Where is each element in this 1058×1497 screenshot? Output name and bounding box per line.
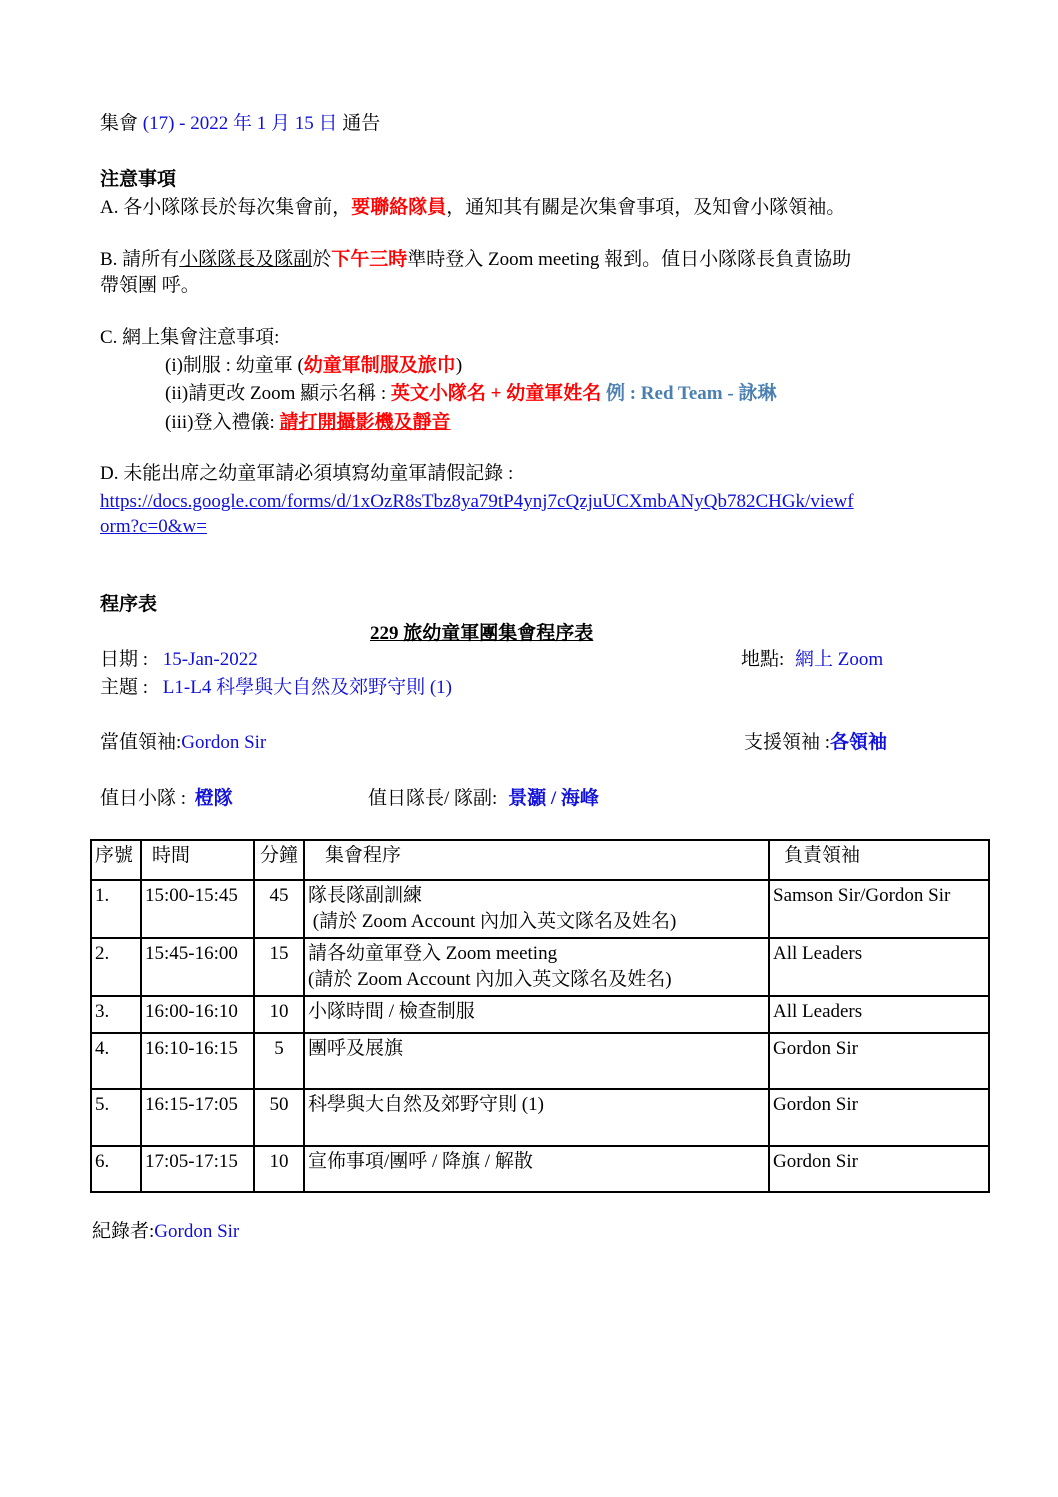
row-minutes: 10 (254, 1146, 304, 1192)
row-programme: 團呼及展旗 (304, 1033, 769, 1089)
header-minutes: 分鐘 (254, 840, 304, 880)
row-time: 17:05-17:15 (141, 1146, 254, 1192)
header-no: 序號 (91, 840, 141, 880)
notice-month-unit: 月 (271, 113, 291, 134)
date-label: 日期 : (100, 649, 149, 670)
row-programme (304, 938, 769, 996)
notice-title (100, 112, 380, 136)
theme-label: 主題 : (100, 677, 149, 698)
row-no: 5. (91, 1089, 141, 1146)
duty-leader-value: Gordon Sir (181, 732, 267, 753)
note-c-heading: C. 網上集會注意事項: (100, 327, 280, 348)
support-label: 支援領袖 : (744, 732, 831, 753)
note-c2-example: 例 : Red Team - 詠琳 (601, 383, 777, 404)
duty-pl-value: 景灝 / 海峰 (508, 788, 599, 809)
duty-leader-label: 當值領袖: (100, 732, 182, 753)
note-c2 (165, 382, 776, 406)
row-programme-line1: 隊長隊副訓練 (308, 885, 423, 906)
row-programme: 小隊時間 / 檢查制服 (304, 996, 769, 1033)
venue-label: 地點: (741, 649, 785, 670)
note-a-red: 要聯絡隊員 (351, 197, 447, 218)
theme-value: L1-L4 科學與大自然及郊野守則 (1) (162, 677, 452, 698)
row-minutes: 5 (254, 1033, 304, 1089)
notice-year: 2022 (190, 113, 229, 134)
header-time: 時間 (141, 840, 254, 880)
leave-form-link-cont[interactable] (100, 515, 207, 539)
row-programme: 科學與大自然及郊野守則 (1) (304, 1089, 769, 1146)
date-value: 15-Jan-2022 (162, 649, 258, 670)
notes-heading: 注意事項 (100, 169, 177, 190)
schedule-heading: 程序表 (100, 594, 158, 615)
note-a-post: ，通知其有關是次集會事項，及知會小隊領袖。 (446, 197, 846, 218)
note-a (100, 196, 845, 220)
programme-table (90, 839, 990, 1193)
schedule-title: 229 旅幼童軍團集會程序表 (370, 623, 594, 644)
note-c1-post: ) (455, 355, 463, 376)
notice-month: 1 (256, 113, 267, 134)
row-leader: Gordon Sir (769, 1146, 989, 1192)
row-time: 15:45-16:00 (141, 938, 254, 996)
note-b-pre: B. 請所有 (100, 249, 180, 270)
row-no: 1. (91, 880, 141, 938)
support-row (744, 731, 887, 755)
row-minutes: 50 (254, 1089, 304, 1146)
duty-pl-label: 值日隊長/ 隊副: (368, 788, 498, 809)
row-minutes: 10 (254, 996, 304, 1033)
duty-pl-row (368, 787, 599, 811)
note-c1-red: 幼童軍制服及旅巾 (303, 355, 456, 376)
note-c3 (165, 411, 451, 435)
recorder-row (92, 1220, 239, 1244)
note-b-red: 下午三時 (331, 249, 408, 270)
leave-form-link[interactable] (100, 490, 854, 514)
row-programme-line1: 請各幼童軍登入 Zoom meeting (308, 943, 558, 964)
row-minutes: 45 (254, 880, 304, 938)
row-programme-line2: (請於 Zoom Account 內加入英文隊名及姓名) (308, 911, 677, 932)
support-value: 各領袖 (830, 732, 888, 753)
row-no: 3. (91, 996, 141, 1033)
note-c1 (165, 354, 462, 378)
recorder-value: Gordon Sir (154, 1221, 240, 1242)
recorder-label: 紀錄者: (92, 1221, 155, 1242)
note-b-underline: 小隊隊長及隊副 (179, 249, 313, 270)
note-d: D. 未能出席之幼童軍請必須填寫幼童軍請假記錄 : (100, 463, 514, 484)
notice-day: 15 (294, 113, 314, 134)
row-leader: Samson Sir/Gordon Sir (769, 880, 989, 938)
note-b-mid: 於 (312, 249, 332, 270)
row-time: 15:00-15:45 (141, 880, 254, 938)
table-row (91, 1146, 989, 1192)
note-c3-red: 請打開攝影機及靜音 (279, 412, 451, 433)
theme-row (100, 676, 452, 700)
row-time: 16:00-16:10 (141, 996, 254, 1033)
row-no: 2. (91, 938, 141, 996)
row-leader: All Leaders (769, 938, 989, 996)
venue-value: 網上 Zoom (795, 649, 884, 670)
table-row (91, 996, 989, 1033)
row-programme-line2: (請於 Zoom Account 內加入英文隊名及姓名) (308, 969, 672, 990)
notice-prefix: 集會 (100, 113, 139, 134)
row-time: 16:10-16:15 (141, 1033, 254, 1089)
row-no: 4. (91, 1033, 141, 1089)
note-c2-red: 英文小隊名 + 幼童軍姓名 (390, 383, 602, 404)
table-row (91, 880, 989, 938)
row-leader: All Leaders (769, 996, 989, 1033)
header-programme: 集會程序 (304, 840, 769, 880)
leave-form-link-line2[interactable]: orm?c=0&w= (100, 516, 207, 537)
row-leader: Gordon Sir (769, 1089, 989, 1146)
note-b (100, 248, 851, 272)
notice-number: (17) - (142, 113, 186, 134)
note-b-line2: 帶領團 呼。 (100, 275, 200, 296)
note-a-pre: A. 各小隊隊長於每次集會前， (100, 197, 352, 218)
leave-form-link-line1[interactable]: https://docs.google.com/forms/d/1xOzR8sTbz8ya79tP4ynj7cQzjuUCXmbANyQb782CHGk/viewf (100, 491, 854, 512)
row-programme: 宣佈事項/團呼 / 降旗 / 解散 (304, 1146, 769, 1192)
row-minutes: 15 (254, 938, 304, 996)
date-row (100, 648, 258, 672)
duty-leader-row (100, 731, 266, 755)
duty-patrol-label: 值日小隊 : (100, 788, 187, 809)
table-row (91, 938, 989, 996)
table-row (91, 1033, 989, 1089)
notice-year-unit: 年 (233, 113, 253, 134)
note-c3-pre: (iii)登入禮儀: (165, 412, 280, 433)
duty-patrol-row (100, 787, 233, 811)
notice-suffix: 通告 (342, 113, 381, 134)
notice-day-unit: 日 (318, 113, 338, 134)
header-leader: 負責領袖 (769, 840, 989, 880)
note-c1-pre: (i)制服 : 幼童軍 ( (165, 355, 304, 376)
table-header-row (91, 840, 989, 880)
note-c2-pre: (ii)請更改 Zoom 顯示名稱 : (165, 383, 391, 404)
row-programme (304, 880, 769, 938)
row-leader: Gordon Sir (769, 1033, 989, 1089)
duty-patrol-value: 橙隊 (194, 788, 233, 809)
table-row (91, 1089, 989, 1146)
row-no: 6. (91, 1146, 141, 1192)
note-b-post: 準時登入 Zoom meeting 報到。值日小隊隊長負責協助 (407, 249, 852, 270)
venue-row (741, 648, 883, 672)
row-time: 16:15-17:05 (141, 1089, 254, 1146)
